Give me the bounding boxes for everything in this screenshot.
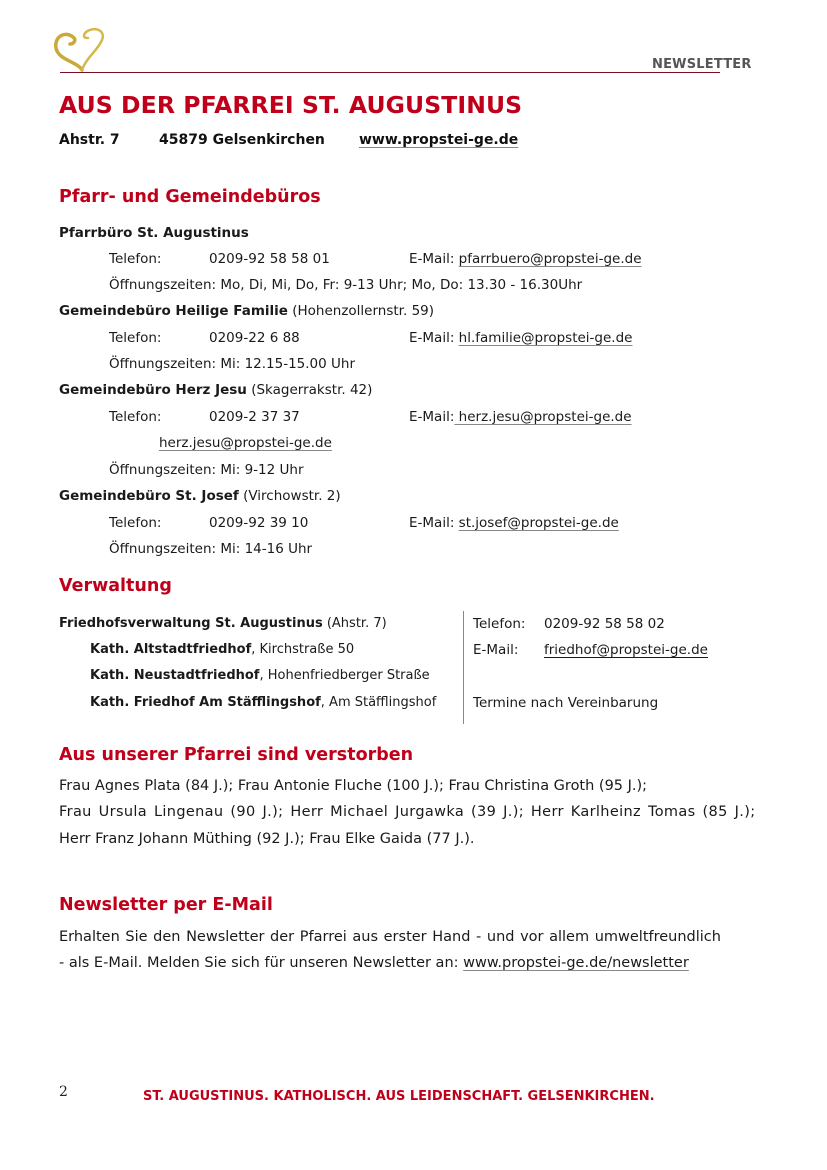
phone-value: 0209-92 39 10 xyxy=(209,515,309,531)
cemetery-admin-header xyxy=(59,616,387,631)
office-name: Gemeindebüro Herz Jesu xyxy=(59,382,247,398)
email-row xyxy=(409,330,632,346)
deceased-line: Frau Agnes Plata (84 J.); Frau Antonie Fluche (100 J.); Frau Christina Groth (95 J.); xyxy=(59,778,648,794)
email-label: E-Mail: xyxy=(409,515,455,531)
email-link[interactable]: st.josef@propstei-ge.de xyxy=(458,515,619,531)
cemetery-name: Kath. Altstadtfriedhof xyxy=(90,642,252,657)
office-header xyxy=(59,488,341,504)
email-row xyxy=(409,251,642,267)
phone-value: 0209-22 6 88 xyxy=(209,330,300,346)
phone-value: 0209-92 58 58 01 xyxy=(209,251,330,267)
deceased-list xyxy=(59,773,756,852)
cemetery-name: Kath. Neustadtfriedhof xyxy=(90,668,260,683)
opening-hours: Öffnungszeiten: Mi: 9-12 Uhr xyxy=(109,462,304,478)
gold-heart-icon xyxy=(52,24,114,74)
email-label: E-Mail: xyxy=(409,330,455,346)
deceased-line: Herr Franz Johann Müthing (92 J.); Frau Elke Gaida (77 J.). xyxy=(59,830,475,847)
email-link[interactable]: herz.jesu@propstei-ge.de xyxy=(454,409,632,425)
office-address: (Virchowstr. 2) xyxy=(243,488,341,504)
footer-slogan: ST. AUGUSTINUS. KATHOLISCH. AUS LEIDENSCHAFT. GELSENKIRCHEN. xyxy=(143,1089,655,1104)
newsletter-label: NEWSLETTER xyxy=(652,57,752,72)
website-link[interactable]: www.propstei-ge.de xyxy=(359,132,519,148)
admin-phone-value: 0209-92 58 58 02 xyxy=(544,616,665,632)
newsletter-line: Erhalten Sie den Newsletter der Pfarrei aus erster Hand - und vor allem umweltfreundlich xyxy=(59,929,721,945)
header-divider xyxy=(60,72,720,73)
email-label: E-Mail: xyxy=(409,409,455,425)
newsletter-line xyxy=(59,950,749,976)
newsletter-text: - als E-Mail. Melden Sie sich für unseren Newsletter an: xyxy=(59,955,464,972)
cemetery-admin-address: (Ahstr. 7) xyxy=(326,616,387,631)
cemetery-item xyxy=(90,668,430,683)
cemetery-name: Kath. Friedhof Am Stäfflingshof xyxy=(90,695,321,710)
email-row xyxy=(409,515,619,531)
street-address: Ahstr. 7 xyxy=(59,132,120,148)
office-name: Gemeindebüro Heilige Familie xyxy=(59,303,288,319)
office-name: Pfarrbüro St. Augustinus xyxy=(59,225,249,241)
cemetery-address: , Kirchstraße 50 xyxy=(251,642,355,657)
admin-email-label: E-Mail: xyxy=(473,642,519,658)
office-address: (Hohenzollernstr. 59) xyxy=(292,303,435,319)
phone-value: 0209-2 37 37 xyxy=(209,409,300,425)
cemetery-address: , Am Stäfflingshof xyxy=(320,695,437,710)
office-header xyxy=(59,382,372,398)
email-label: E-Mail: xyxy=(409,251,455,267)
section-heading-deceased: Aus unserer Pfarrei sind verstorben xyxy=(59,745,414,765)
opening-hours: Öffnungszeiten: Mo, Di, Mi, Do, Fr: 9-13 Uhr; Mo, Do: 13.30 - 16.30Uhr xyxy=(109,277,583,293)
opening-hours: Öffnungszeiten: Mi: 12.15-15.00 Uhr xyxy=(109,356,356,372)
admin-email-link[interactable]: friedhof@propstei-ge.de xyxy=(544,642,708,658)
email-link[interactable]: hl.familie@propstei-ge.de xyxy=(458,330,633,346)
section-heading-offices: Pfarr- und Gemeindebüros xyxy=(59,187,321,207)
phone-label: Telefon: xyxy=(109,409,162,425)
deceased-line: Frau Ursula Lingenau (90 J.); Herr Michael Jurgawka (39 J.); Herr Karlheinz Tomas (85 J.); xyxy=(59,804,756,821)
page-title: AUS DER PFARREI ST. AUGUSTINUS xyxy=(59,91,523,119)
admin-phone-label: Telefon: xyxy=(473,616,526,632)
email-link-secondary[interactable]: herz.jesu@propstei-ge.de xyxy=(159,435,332,451)
column-divider xyxy=(463,611,464,724)
cemetery-item xyxy=(90,642,354,657)
email-row xyxy=(409,409,632,425)
section-heading-newsletter: Newsletter per E-Mail xyxy=(59,895,273,915)
section-heading-administration: Verwaltung xyxy=(59,576,172,596)
office-header xyxy=(59,303,434,319)
office-name: Gemeindebüro St. Josef xyxy=(59,488,239,504)
phone-label: Telefon: xyxy=(109,330,162,346)
email-link[interactable]: pfarrbuero@propstei-ge.de xyxy=(458,251,642,267)
phone-label: Telefon: xyxy=(109,515,162,531)
cemetery-address: , Hohenfriedberger Straße xyxy=(259,668,430,683)
opening-hours: Öffnungszeiten: Mi: 14-16 Uhr xyxy=(109,541,313,557)
newsletter-paragraph xyxy=(59,924,749,977)
city-address: 45879 Gelsenkirchen xyxy=(159,132,325,148)
appointments-note: Termine nach Vereinbarung xyxy=(473,695,659,711)
phone-label: Telefon: xyxy=(109,251,162,267)
page-number: 2 xyxy=(59,1084,68,1100)
cemetery-item xyxy=(90,695,436,710)
newsletter-signup-link[interactable]: www.propstei-ge.de/newsletter xyxy=(463,955,689,972)
cemetery-admin-name: Friedhofsverwaltung St. Augustinus xyxy=(59,616,323,631)
office-address: (Skagerrakstr. 42) xyxy=(251,382,373,398)
